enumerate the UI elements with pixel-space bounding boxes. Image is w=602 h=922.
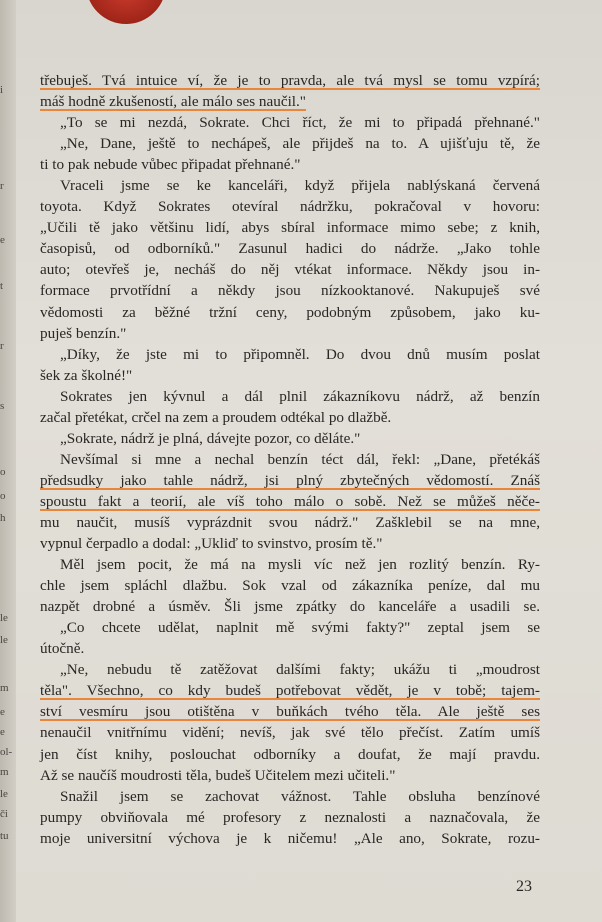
text-line: útočně. [40, 640, 85, 658]
body-text [40, 70, 540, 849]
facing-page-fragment: o [0, 466, 6, 478]
facing-page-fragment: m [0, 766, 9, 778]
text-line: „To se mi nezdá, Sokrate. Chci říct, že mi to připadá přehnané." [60, 114, 540, 132]
text-line: „Ne, Dane, ještě to nechápeš, ale přijdeš na to. A ujišťuju tě, že [60, 135, 540, 153]
text-line: puješ benzín." [40, 324, 127, 342]
facing-page-fragment: m [0, 682, 9, 694]
text-line: Sokrates jen kývnul a dál plnil zákazníkovu nádrž, až benzín [60, 387, 540, 405]
facing-page-fragment: le [0, 788, 8, 800]
text-line: Až se naučíš moudrosti těla, budeš Učitelem mezi učiteli." [40, 766, 396, 784]
facing-page-fragment: o [0, 490, 6, 502]
facing-page-fragment: h [0, 512, 6, 524]
text-line: moje universitní výchova je k ničemu! „Ale ano, Sokrate, rozu- [40, 829, 540, 847]
text-line: šek za školné!" [40, 366, 133, 384]
text-line: Měl jsem pocit, že má na mysli víc než jen rozlitý benzín. Ry- [60, 556, 540, 574]
facing-page-fragment: či [0, 808, 8, 820]
facing-page-fragment: e [0, 726, 5, 738]
text-line: auto; otevřeš je, necháš do něj vtékat informace. Někdy jsou in- [40, 261, 540, 279]
thumb-holding-page [86, 0, 166, 24]
text-line: vypnul čerpadlo a dodal: „Ukliď to svinstvo, prosím tě." [40, 535, 383, 553]
text-line: třebuješ. Tvá intuice ví, že je to pravda, ale tvá mysl se tomu vzpírá; [40, 72, 540, 89]
facing-page-fragment: le [0, 612, 8, 624]
text-line: spoustu fakt a teorií, ale víš toho málo o sobě. Než se můžeš něče- [40, 492, 540, 510]
facing-page-fragment: e [0, 706, 5, 718]
text-line: Nevšímal si mne a nechal benzín téct dál, řekl: „Dane, přetékáš [60, 450, 540, 468]
text-line: těla". Všechno, co kdy budeš potřebovat vědět, je v tobě; tajem- [40, 682, 540, 700]
text-line: chle jsem spláchl dlažbu. Sok vzal od zákazníka peníze, dal mu [40, 577, 540, 595]
facing-page-fragment: i [0, 84, 4, 96]
text-line: máš hodně zkušeností, ale málo ses naučil." [40, 93, 307, 111]
text-line: pumpy obviňovala mé profesory z neznalosti a naznačovala, že [40, 808, 540, 826]
facing-page-fragment: t [0, 280, 4, 292]
facing-page-fragment: e [0, 234, 5, 246]
text-line: časopisů, od odborníků." Zasunul hadici do nádrže. „Jako tohle [40, 240, 540, 258]
text-line: nenaučil vnitřnímu vidění; nevíš, jak své tělo přečíst. Zatím umíš [40, 724, 540, 742]
facing-page-fragment: ol- [0, 746, 13, 758]
facing-page-fragment: le [0, 634, 8, 646]
text-line: předsudky jako tahle nádrž, jsi plný zbytečných vědomostí. Znáš [40, 471, 540, 489]
text-line: Vraceli jsme se ke kanceláři, když přijela nablýskaná červená [60, 177, 540, 195]
text-line: vědomosti za běžné tržní ceny, podobným způsobem, jako ku- [40, 303, 540, 321]
text-line: začal přetékat, crčel na zem a proudem odtékal po dlažbě. [40, 408, 392, 426]
text-line: ti to pak nebude vůbec připadat přehnané." [40, 156, 301, 174]
facing-page-edge [0, 0, 16, 922]
text-line: ství vesmíru jsou otištěna v buňkách tvého těla. Ale ještě ses [40, 703, 540, 721]
text-line: „Sokrate, nádrž je plná, dávejte pozor, co děláte." [60, 429, 361, 447]
facing-page-fragment: s [0, 400, 5, 412]
text-line: nazpět drobné a úsměv. Šli jsme zpátky do kanceláře a usadili se. [40, 598, 540, 616]
page-number: 23 [516, 878, 532, 895]
facing-page-fragment: r [0, 180, 4, 192]
facing-page-fragment: r [0, 340, 4, 352]
text-line: jen číst knihy, poslouchat odborníky a doufat, že mají pravdu. [40, 745, 540, 763]
text-line: „Ne, nebudu tě zatěžovat dalšími fakty; ukážu ti „moudrost [60, 661, 540, 679]
facing-page-fragment: tu [0, 830, 9, 842]
text-line: mu naučit, musíš vyprázdnit svou nádrž." Zašklebil se na mne, [40, 513, 540, 531]
text-line: „Učili tě jako většinu lidí, abys sbíral informace mimo sebe; z knih, [40, 219, 540, 237]
text-line: „Co chcete udělat, naplnit mě svými fakty?" zeptal jsem se [60, 619, 540, 637]
text-line: formace prvotřídní a někdy jsou nízkooktanové. Nakupuješ své [40, 282, 540, 300]
text-line: Snažil jsem se zachovat vážnost. Tahle obsluha benzínové [60, 787, 540, 805]
text-line: toyota. Když Sokrates otevíral nádržku, pokračoval v hovoru: [40, 198, 540, 216]
text-line: „Díky, že jste mi to připomněl. Do dvou dnů musím poslat [60, 345, 540, 363]
